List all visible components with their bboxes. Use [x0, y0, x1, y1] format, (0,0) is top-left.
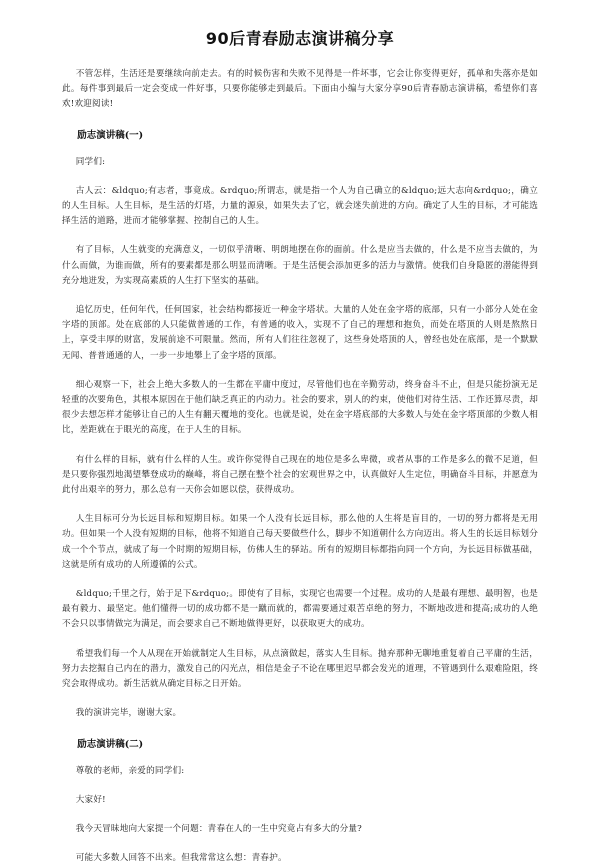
body-paragraph: 有了目标，人生就变的充满意义，一切似乎清晰、明朗地摆在你的面前。什么是应当去做的，什么是不应当去做的，为什么而做，为谁而做，所有的要素都是那么明显而清晰。于是生活便会添加更多的活力与激情。使我们自身隐匿的潜能得到充分地迸发，为实现高素质的人生打下坚实的基础。: [62, 245, 538, 286]
body-paragraph: 细心观察一下，社会上绝大多数人的一生都在平庸中度过，尽管他们也在辛勤劳动，终身奋斗不止，但是只能扮演无足轻重的次要角色，其根本原因在于他们缺乏真正的内动力。社会的要求，别人的约束，使他们对待生活、工作还算尽责，却很少去想怎样才能够让自己的人生有翻天覆地的变化。也就是说，处在金字塔底部的大多数人与处在金字塔顶部的少数人相比，差距就在于眼光的高度，在于人生的目标。: [62, 379, 538, 436]
salutation: 同学们:: [75, 156, 106, 167]
body-paragraph: 追忆历史，任何年代，任何国家，社会结构都接近一种金字塔状。大量的人处在金字塔的底部，只有一小部分人处在金字塔的顶部。处在底部的人只能做普通的工作，有普通的收入，实现不了自己的理想和抱负，而处在塔顶的人则是熬熬日上，享受丰厚的财富，发展前途不可限量。然而，所有人们往往忽视了，这些身处塔顶的人，曾经也处在底部，是一个默默无闻、普普通通的人，一步一步地攀上了金字塔的顶部。: [62, 305, 538, 361]
body-paragraph: 有什么样的目标，就有什么样的人生。或许你觉得自己现在的地位是多么卑微，或者从事的工作是多么的微不足道，但是只要你强烈地渴望攀登成功的巅峰，将自己摆在整个社会的宏观世界之中，认真做好人生定位，明确奋斗目标，并愿意为此付出艰辛的努力，那么总有一天你会如愿以偿，获得成功。: [62, 454, 538, 496]
speech1-heading: 励志演讲稿(一): [77, 129, 144, 141]
body-paragraph: 可能大多数人回答不出来。但我常常这么想：青春护。: [75, 853, 287, 864]
speech2-heading: 励志演讲稿(二): [77, 738, 144, 750]
body-paragraph: 古人云：&ldquo;有志者，事竟成。&rdquo;所谓志，就是指一个人为自己确立的&ldquo;远大志向&rdquo;，确立的人生目标。人生目标，是生活的灯塔，力量的源泉，如果失去了它，就会迷失前进的方向。确定了人生的目标，才可能选择生活的道路，进而才能够掌握、控制自己的人生。: [62, 185, 538, 227]
body-paragraph: 人生目标可分为长远目标和短期目标。如果一个人没有长远目标，那么他的人生将是盲目的，一切的努力都将是无用功。但如果一个人没有短期的目标，他将不知道自己每天要做些什么，脚步不知道朝什么方向迈出。将人生的长远目标划分成一个个节点，就成了每一个时期的短期目标，仿佛人生的驿站。所有的短期目标都指向同一个方向，为长远目标做基础，这就是所有成功的人所遵循的公式。: [62, 514, 538, 570]
salutation: 尊敬的老师，亲爱的同学们:: [75, 765, 185, 776]
body-paragraph: &ldquo;千里之行，始于足下&rdquo;。即使有了目标，实现它也需要一个过程。成功的人是最有理想、最明智，也是最有毅力、最坚定。他们懂得一切的成功都不是一蹴而就的，都需要通过艰苦卓绝的努力，不断地改进和提高;成功的人绝不会只以事情做完为满足，而会要求自己不断地做得更好，以获取更大的成功。: [62, 589, 538, 630]
body-paragraph: 希望我们每一个人从现在开始就制定人生目标，从点滴做起，落实人生目标。抛弃那种无聊地重复着自己平庸的生活，努力去挖掘自己内在的潜力，激发自己的闪光点，相信是金子不论在哪里迟早都会发光的道理，不管遇到什么艰难险阻，终究会取得成功。新生活就从确定目标之日开始。: [62, 648, 538, 690]
greeting: 大家好!: [75, 794, 106, 805]
intro-paragraph: 不管怎样，生活还是要继续向前走去。有的时候伤害和失败不见得是一件坏事，它会让你变得更好，孤单和失落亦是如此。每件事到最后一定会变成一件好事，只要你能够走到最后。下面由小编与大家分享90后青春励志演讲稿，希望你们喜欢!欢迎阅读!: [62, 69, 538, 110]
closing-line: 我的演讲完毕，谢谢大家。: [75, 708, 182, 719]
body-paragraph: 我今天冒昧地向大家提一个问题：青春在人的一生中究竟占有多大的分量?: [75, 823, 362, 834]
page-title: 90后青春励志演讲稿分享: [205, 29, 395, 48]
